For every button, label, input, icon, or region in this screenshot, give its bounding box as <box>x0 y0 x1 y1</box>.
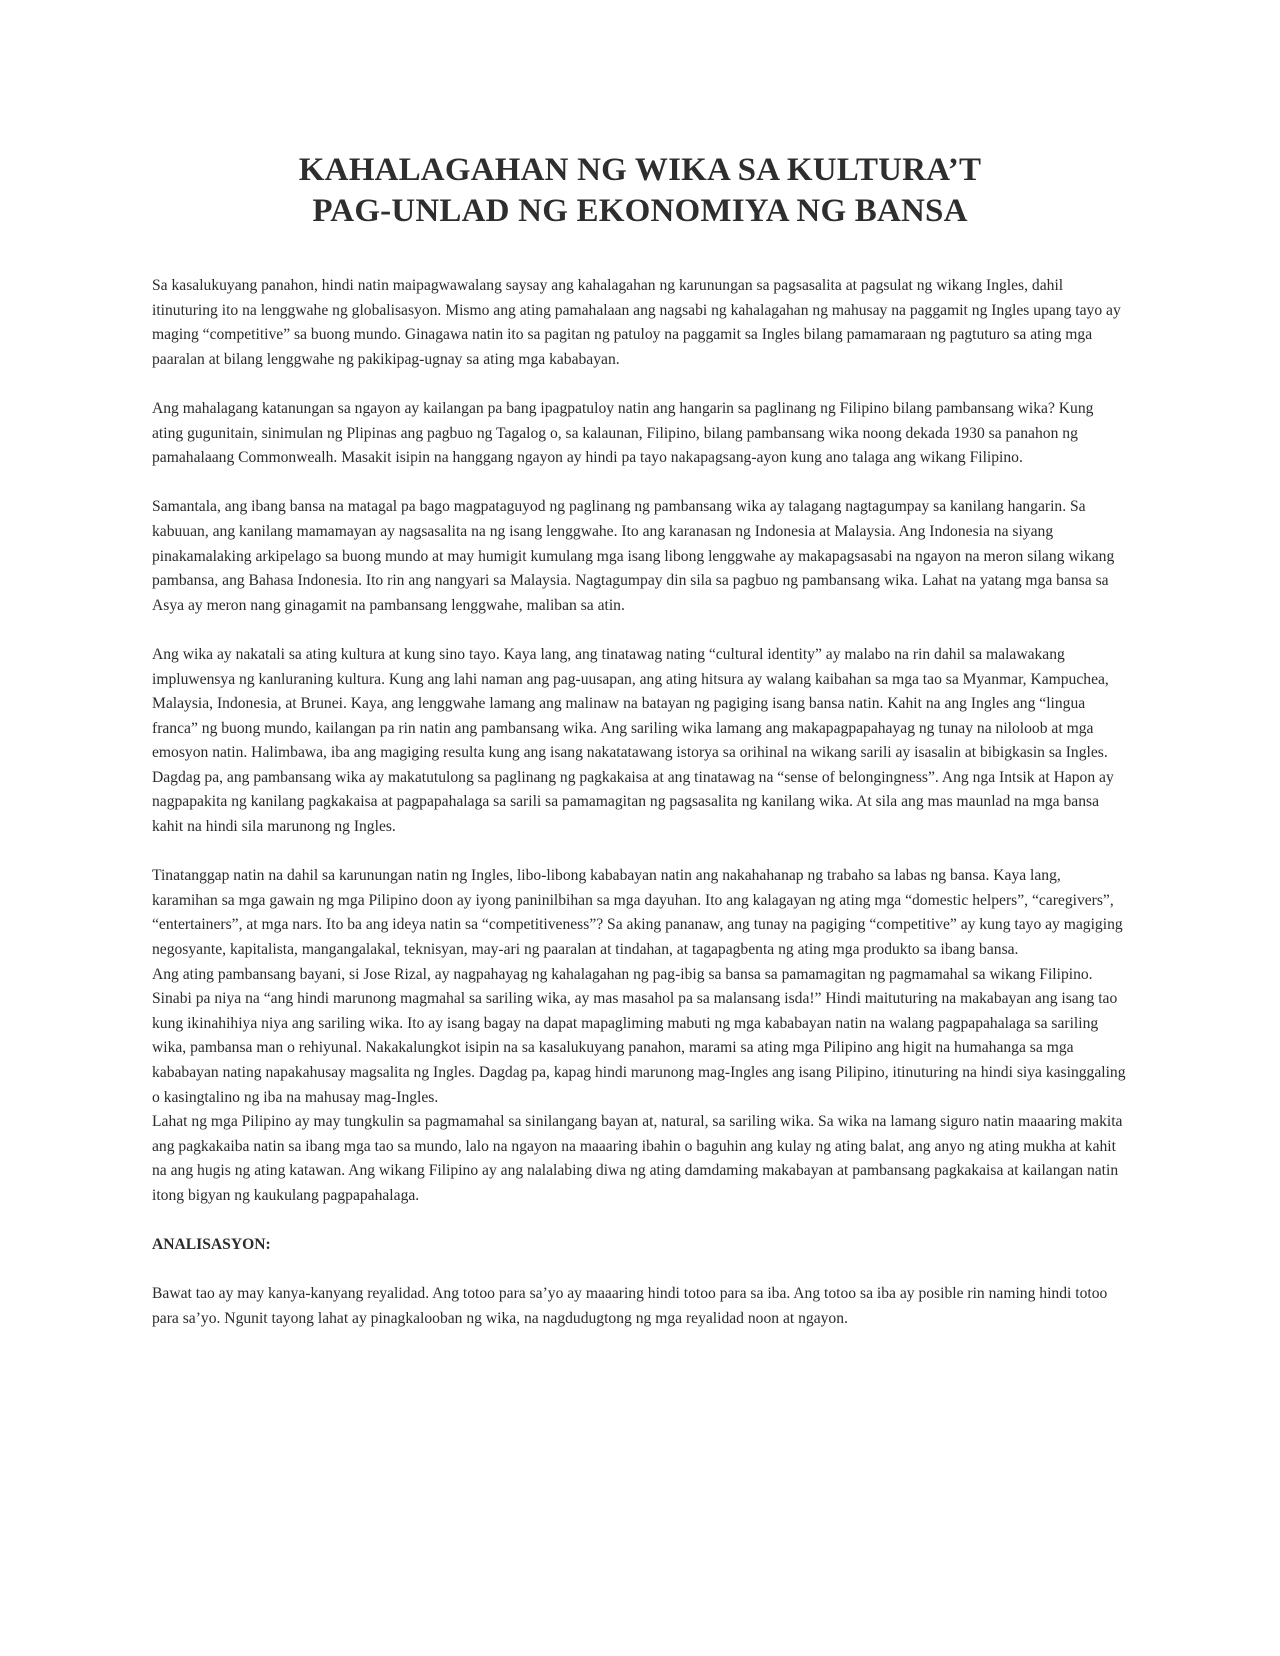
paragraph-5: Tinatanggap natin na dahil sa karunungan natin ng Ingles, libo-libong kababayan natin ang nakahahanap ng trabaho sa labas ng bansa. Kaya lang, karamihan sa mga gawain ng mga Pilipino doon ay iyong paninilbihan sa mga dayuhan. Ito ang kalagayan ng ating mga “domestic helpers”, “caregivers”, “entertainers”, at mga nars. Ito ba ang ideya natin sa “competitiveness”? Sa aking pananaw, ang tunay na pagiging “competitive” ay kung tayo ay magiging negosyante, kapitalista, mangangalakal, teknisyan, may-ari ng paaralan at tindahan, at tagapagbenta ng ating mga produkto sa ibang bansa. <box>152 867 1123 959</box>
paragraph-7: Lahat ng mga Pilipino ay may tungkulin sa pagmamahal sa sinilangang bayan at, natural, sa sariling wika. Sa wika na lamang siguro natin maaaring makita ang pagkakaiba natin sa ibang mga tao sa mundo, lalo na ngayon na maaaring ibahin o baguhin ang kulay ng ating balat, ang anyo ng ating mukha at kahit na ang hugis ng ating katawan. Ang wikang Filipino ay ang nalalabing diwa ng ating damdaming makabayan at pambansang pagkakaisa at kailangan natin itong bigyan ng kaukulang pagpapahalaga. <box>152 1113 1123 1204</box>
document-title <box>152 150 1128 232</box>
title-line-1: KAHALAGAHAN NG WIKA SA KULTURA’T <box>298 152 982 188</box>
paragraph-2: Ang mahalagang katanungan sa ngayon ay kailangan pa bang ipagpatuloy natin ang hangarin sa paglinang ng Filipino bilang pambansang wika? Kung ating gugunitain, sinimulan ng Plipinas ang pagbuo ng Tagalog o, sa kalaunan, Filipino, bilang pambansang wika noong dekada 1930 sa panahon ng pamahalaang Commonwealh. Masakit isipin na hanggang ngayon ay hindi pa tayo nakapagsang-ayon kung ano talaga ang wikang Filipino. <box>152 399 1094 467</box>
paragraph-3: Samantala, ang ibang bansa na matagal pa bago magpataguyod ng paglinang ng pambansang wika ay talagang nagtagumpay sa kanilang hangarin. Sa kabuuan, ang kanilang mamamayan ay nagsasalita na ng isang lenggwahe. Ito ang karanasan ng Indonesia at Malaysia. Ang Indonesia na siyang pinakamalaking arkipelago sa buong mundo at may humigit kumulang mga isang libong lenggwahe ay makapagsasabi na ngayon na meron silang wikang pambansa, ang Bahasa Indonesia. Ito rin ang nangyari sa Malaysia. Nagtagumpay din sila sa pagbuo ng pambansang wika. Lahat na yatang mga bansa sa Asya ay meron nang ginagamit na pambansang lenggwahe, maliban sa atin. <box>152 498 1115 614</box>
paragraph-6: Ang ating pambansang bayani, si Jose Rizal, ay nagpahayag ng kahalagahan ng pag-ibig sa bansa sa pamamagitan ng pagmamahal sa wikang Filipino. Sinabi pa niya na “ang hindi marunong magmahal sa sariling wika, ay mas masahol pa sa malansang isda!” Hindi maituturing na makabayan ang isang tao kung ikinahihiya niya ang sariling wika. Ito ay isang bagay na dapat mapagliming mabuti ng mga kababayan natin na walang pagpapahalaga sa sariling wika, pambansa man o rehiyunal. Nakakalungkot isipin na sa kasalukuyang panahon, marami sa ating mga Pilipino ang higit na humahanga sa mga kababayan nating napakahusay magsalita ng Ingles. Dagdag pa, kapag hindi marunong mag-Ingles ang isang Pilipino, itinuturing na hindi siya kasinggaling o kasingtalino ng iba na mahusay mag-Ingles. <box>152 965 1126 1106</box>
analysis-paragraph: Bawat tao ay may kanya-kanyang reyalidad. Ang totoo para sa’yo ay maaaring hindi totoo para sa iba. Ang totoo sa iba ay posible rin naming hindi totoo para sa’yo. Ngunit tayong lahat ay pinagkalooban ng wika, na nagdudugtong ng mga reyalidad noon at ngayon. <box>152 1285 1108 1327</box>
paragraph-4: Ang wika ay nakatali sa ating kultura at kung sino tayo. Kaya lang, ang tinatawag nating “cultural identity” ay malabo na rin dahil sa malawakang impluwensya ng kanluraning kultura. Kung ang lahi naman ang pag-uusapan, ang ating hitsura ay walang kaibahan sa mga tao sa Myanmar, Kampuchea, Malaysia, Indonesia, at Brunei. Kaya, ang lenggwahe lamang ang malinaw na batayan ng pagiging isang bansa natin. Kahit na ang Ingles ang “lingua franca” ng buong mundo, kailangan pa rin natin ang pambansang wika. Ang sariling wika lamang ang makapagpapahayag ng tunay na niloloob at mga emosyon natin. Halimbawa, iba ang magiging resulta kung ang isang nakatatawang istorya sa orihinal na wikang sarili ay isasalin at bibigkasin sa Ingles. Dagdag pa, ang pambansang wika ay makatutulong sa paglinang ng pagkakaisa at ang tinatawag na “sense of belongingness”. Ang nga Intsik at Hapon ay nagpapakita ng kanilang pagkakaisa at pagpapahalaga sa sarili sa pamamagitan ng pagsasalita ng kanilang wika. At sila ang mas maunlad na mga bansa kahit na hindi sila marunong ng Ingles. <box>152 645 1114 836</box>
title-line-2: PAG-UNLAD NG EKONOMIYA NG BANSA <box>312 193 968 229</box>
document-body <box>152 274 1128 1332</box>
paragraph-1: Sa kasalukuyang panahon, hindi natin maipagwawalang saysay ang kahalagahan ng karunungan sa pagsasalita at pagsulat ng wikang Ingles, dahil itinuturing ito na lenggwahe ng globalisasyon. Mismo ang ating pamahalaan ang nagsabi ng kahalagahan ng mahusay na paggamit ng Ingles upang tayo ay maging “competitive” sa buong mundo. Ginagawa natin ito sa pagitan ng patuloy na paggamit sa Ingles bilang pamamaraan ng pagtuturo sa ating mga paaralan at bilang lenggwahe ng pakikipag-ugnay sa ating mga kababayan. <box>152 277 1121 368</box>
analysis-heading: ANALISASYON: <box>152 1236 271 1254</box>
